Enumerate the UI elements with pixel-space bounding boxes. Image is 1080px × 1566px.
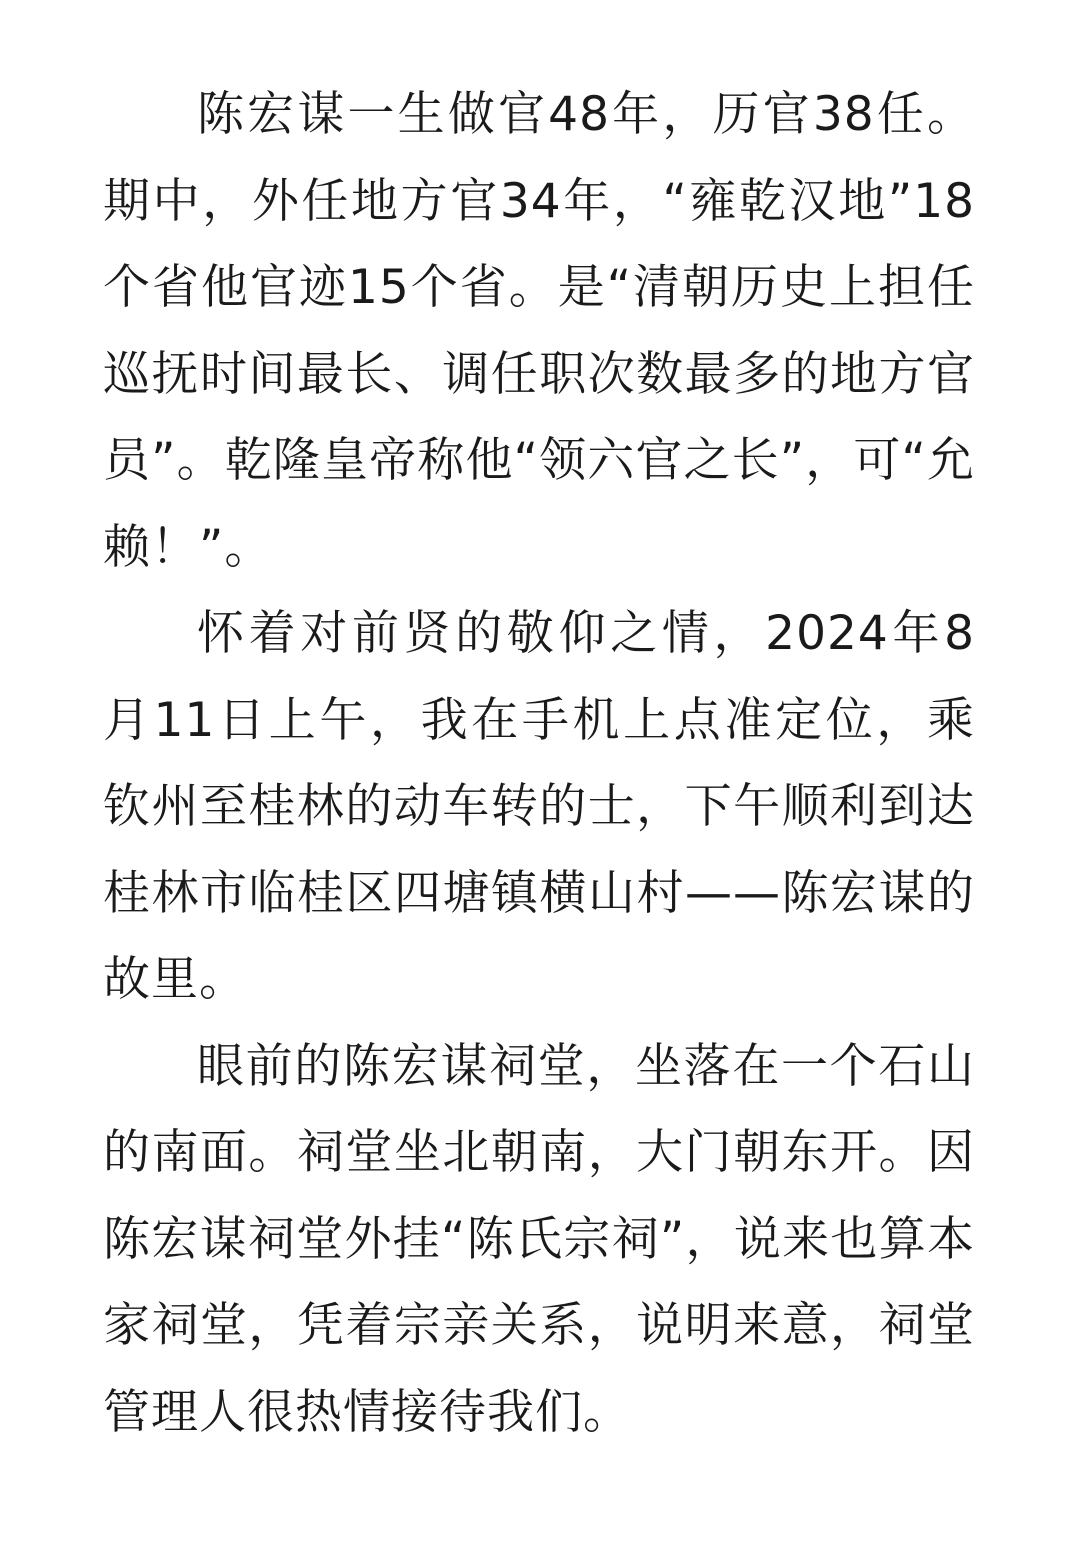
paragraph-career: 陈宏谋一生做官48年，历官38任。期中，外任地方官34年，“雍乾汉地”18个省他官迹15个省。是“清朝历史上担任巡抚时间最长、调任职次数最多的地方官员”。乾隆皇帝称他“领六官之长”，可“允赖！”。 [103, 87, 975, 575]
article-body [103, 72, 975, 1456]
paragraph-visit: 怀着对前贤的敬仰之情，2024年8月11日上午，我在手机上点准定位，乘钦州至桂林的动车转的士，下午顺利到达桂林市临桂区四塘镇横山村——陈宏谋的故里。 [103, 606, 975, 1007]
paragraph-ancestral-hall: 眼前的陈宏谋祠堂，坐落在一个石山的南面。祠堂坐北朝南，大门朝东开。因陈宏谋祠堂外挂“陈氏宗祠”，说来也算本家祠堂，凭着宗亲关系，说明来意，祠堂管理人很热情接待我们。 [103, 1038, 975, 1440]
